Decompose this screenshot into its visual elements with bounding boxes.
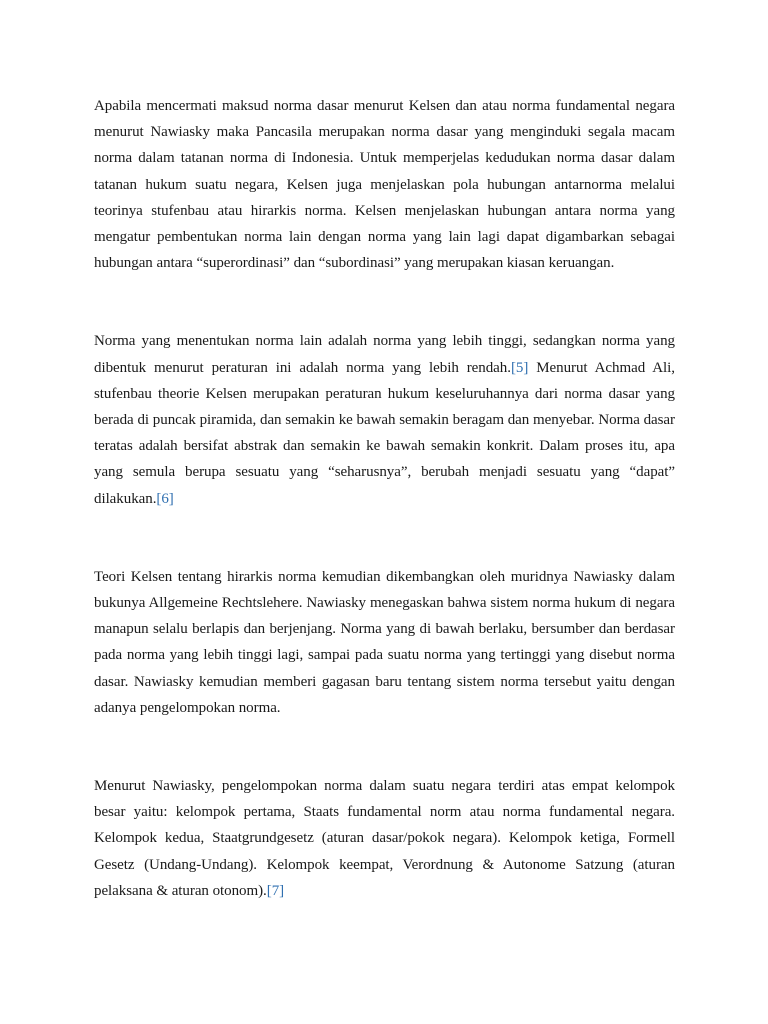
footnote-link-7[interactable]: [7] (266, 882, 285, 899)
footnote-link-5[interactable]: [5] (510, 359, 529, 376)
paragraph-4 (94, 773, 675, 904)
footnote-link-6[interactable]: [6] (156, 490, 174, 507)
paragraph-2-text-b: Menurut Achmad Ali, stufenbau theorie Kelsen merupakan peraturan hukum keseluruhannya dari norma dasar yang berada di puncak piramida, dan semakin ke bawah semakin beragam dan menyebar. Norma dasar teratas adalah bersifat abstrak dan semakin ke bawah semakin konkrit. Dalam proses itu, apa yang semula berupa sesuatu yang “seharusnya”, berubah menjadi sesuatu yang “dapat” dilakukan. (94, 359, 675, 507)
paragraph-1-text: Apabila mencermati maksud norma dasar menurut Kelsen dan atau norma fundamental negara menurut Nawiasky maka Pancasila merupakan norma dasar yang menginduki segala macam norma dalam tatanan norma di Indonesia. Untuk memperjelas kedudukan norma dasar dalam tatanan hukum suatu negara, Kelsen juga menjelaskan pola hubungan antarnorma melalui teorinya stufenbau atau hirarkis norma. Kelsen menjelaskan hubungan antara norma yang mengatur pembentukan norma lain dengan norma yang lain lagi dapat digambarkan sebagai hubungan antara “superordinasi” dan “subordinasi” yang merupakan kiasan keruangan. (94, 98, 675, 272)
paragraph-2 (94, 328, 675, 511)
paragraph-2-text-a: Norma yang menentukan norma lain adalah norma yang lebih tinggi, sedangkan norma yang dibentuk menurut peraturan ini adalah norma yang lebih rendah. (94, 333, 675, 376)
paragraph-4-text: Menurut Nawiasky, pengelompokan norma dalam suatu negara terdiri atas empat kelompok besar yaitu: kelompok pertama, Staats fundamental norm atau norma fundamental negara. Kelompok kedua, Staatgrundgesetz (aturan dasar/pokok negara). Kelompok ketiga, Formell Gesetz (Undang-Undang). Kelompok keempat, Verordnung & Autonome Satzung (aturan pelaksana & aturan otonom). (94, 778, 675, 899)
paragraph-3-text: Teori Kelsen tentang hirarkis norma kemudian dikembangkan oleh muridnya Nawiasky dalam bukunya Allgemeine Rechtslehere. Nawiasky menegaskan bahwa sistem norma hukum di negara manapun selalu berlapis dan berjenjang. Norma yang di bawah berlaku, bersumber dan berdasar pada norma yang lebih tinggi lagi, sampai pada suatu norma yang tertinggi yang disebut norma dasar. Nawiasky kemudian memberi gagasan baru tentang sistem norma tersebut yaitu dengan adanya pengelompokan norma. (94, 568, 675, 716)
paragraph-1 (94, 93, 675, 276)
paragraph-3 (94, 564, 675, 721)
document-page (94, 93, 675, 904)
